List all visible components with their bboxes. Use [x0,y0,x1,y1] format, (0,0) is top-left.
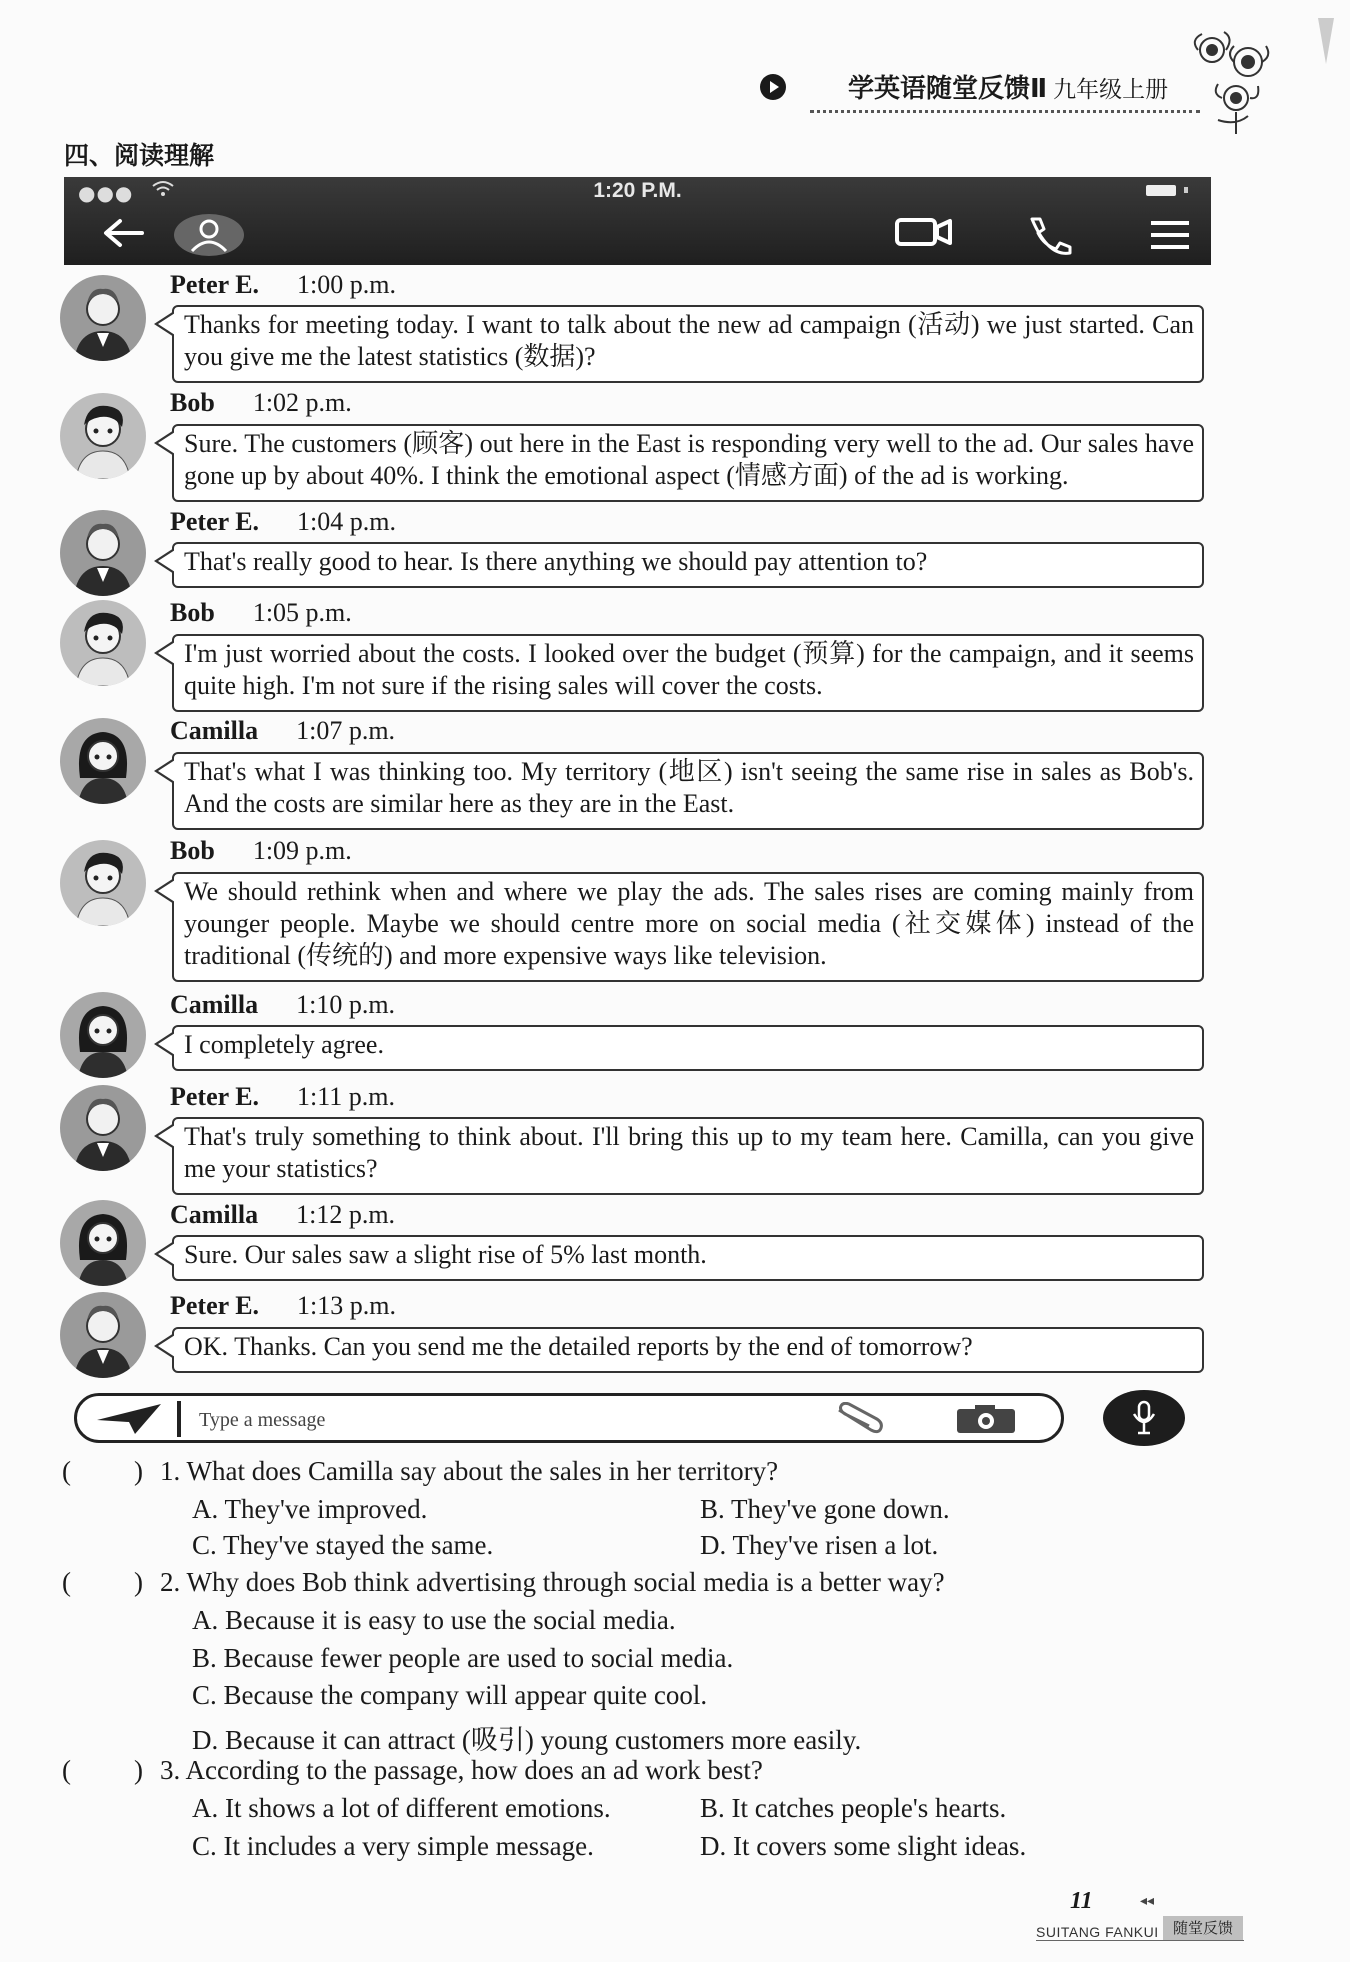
answer-paren-open[interactable]: ( [62,1755,71,1785]
phone-call-icon[interactable] [1024,215,1074,255]
message-bubble: Thanks for meeting today. I want to talk about the new ad campaign (活动) we just started. Can you give me the latest statistics (数据)? [172,305,1204,383]
sender-name: Bob [170,388,215,417]
message-composer [74,1393,1064,1443]
answer-option: A. Because it is easy to use the social media. [192,1605,676,1635]
message-bubble: I'm just worried about the costs. I looked over the budget (预算) for the campaign, and it seems quite high. I'm not sure if the rising sales will cover the costs. [172,634,1204,712]
message-time: 1:09 p.m. [252,836,352,865]
message-bubble: That's what I was thinking too. My territory (地区) isn't seeing the same rise in sales as Bob's. And the costs are similar here as they are in the East. [172,752,1204,830]
message-header [170,1291,396,1321]
avatar-peter [60,1292,146,1378]
footer-rule [1036,1940,1244,1941]
answer-option: B. Because fewer people are used to social media. [192,1643,734,1673]
signal-icon: ●●● [78,181,134,205]
question-stem: 1. What does Camilla say about the sales in her territory? [160,1456,779,1486]
message-header [170,990,395,1020]
input-divider [177,1401,181,1437]
sender-name: Peter E. [170,1291,260,1320]
answer-option: B. It catches people's hearts. [700,1793,1007,1823]
flower-decoration-icon [1178,20,1298,140]
message-header [170,507,396,537]
message-time: 1:02 p.m. [252,388,352,417]
battery-icon [1146,185,1176,196]
answer-paren-open[interactable]: ( [62,1567,71,1597]
avatar-peter [60,275,146,361]
message-bubble: Sure. Our sales saw a slight rise of 5% last month. [172,1235,1204,1281]
avatar-camilla [60,1200,146,1286]
sender-name: Peter E. [170,1082,260,1111]
message-bubble: That's really good to hear. Is there anything we should pay attention to? [172,542,1204,588]
answer-option: D. It covers some slight ideas. [700,1831,1027,1861]
message-header [170,1082,395,1112]
sender-name: Bob [170,836,215,865]
message-time: 1:10 p.m. [296,990,396,1019]
book-title: 学英语随堂反馈Ⅱ 九年级上册 [848,74,1169,104]
footer-badge: 随堂反馈 [1163,1916,1243,1940]
avatar-bob [60,600,146,686]
back-arrow-icon[interactable] [102,217,146,249]
answer-paren-close: ) [134,1567,143,1597]
question-stem: 2. Why does Bob think advertising through social media is a better way? [160,1567,945,1597]
arrow-mark: ◂◂ [1140,1893,1155,1909]
answer-paren-close: ) [134,1456,143,1486]
answer-paren-open[interactable]: ( [62,1456,71,1486]
page-number: 11 [1070,1888,1093,1914]
avatar-peter [60,510,146,596]
header-dotted-rule [810,110,1200,113]
menu-icon[interactable] [1149,219,1191,251]
message-bubble: I completely agree. [172,1025,1204,1071]
message-header [170,1200,395,1230]
grade-label: 九年级上册 [1053,77,1169,103]
section-title: 四、阅读理解 [64,141,215,170]
message-time: 1:04 p.m. [297,507,396,536]
message-header [170,270,396,300]
question-stem: 3. According to the passage, how does an ad work best? [160,1755,763,1785]
answer-option: C. It includes a very simple message. [192,1831,594,1861]
book-header [760,66,1200,116]
sender-name: Peter E. [170,270,260,299]
answer-option: C. They've stayed the same. [192,1530,494,1560]
sender-name: Peter E. [170,507,260,536]
sender-name: Camilla [170,716,259,745]
footer-pinyin: SUITANG FANKUI [1036,1924,1159,1940]
video-call-icon[interactable] [894,217,954,247]
message-header [170,836,352,866]
message-time: 1:05 p.m. [252,598,352,627]
sender-name: Bob [170,598,215,627]
contact-avatar-icon[interactable] [172,213,246,257]
microphone-icon [1131,1400,1157,1436]
answer-option: A. It shows a lot of different emotions. [192,1793,611,1823]
sender-name: Camilla [170,990,259,1019]
message-header [170,716,395,746]
message-bubble: We should rethink when and where we play the ads. The sales rises are coming mainly from younger people. Maybe we should centre more on social media (社交媒体) instead of the traditional (传统的) and more expensive ways like television. [172,872,1204,982]
message-time: 1:11 p.m. [297,1082,396,1111]
sender-name: Camilla [170,1200,259,1229]
answer-option: D. They've risen a lot. [700,1530,939,1560]
message-time: 1:00 p.m. [297,270,396,299]
chat-header-bar [64,177,1211,265]
battery-tip [1184,187,1188,193]
microphone-button[interactable] [1103,1390,1185,1446]
message-header [170,388,352,418]
message-time: 1:07 p.m. [296,716,396,745]
answer-paren-close: ) [134,1755,143,1785]
answer-option: A. They've improved. [192,1494,428,1524]
attachment-clip-icon[interactable] [833,1402,885,1436]
message-time: 1:13 p.m. [297,1291,396,1320]
play-icon [760,74,786,100]
answer-option: B. They've gone down. [700,1494,950,1524]
message-bubble: OK. Thanks. Can you send me the detailed reports by the end of tomorrow? [172,1327,1204,1373]
camera-icon[interactable] [955,1403,1017,1435]
avatar-camilla [60,718,146,804]
status-time: 1:20 P.M. [593,179,682,202]
avatar-bob [60,840,146,926]
message-header [170,598,352,628]
answer-option: D. Because it can attract (吸引) young customers more easily. [192,1725,862,1755]
message-time: 1:12 p.m. [296,1200,396,1229]
avatar-bob [60,393,146,479]
answer-option: C. Because the company will appear quite cool. [192,1680,708,1710]
avatar-camilla [60,992,146,1078]
avatar-peter [60,1085,146,1171]
message-input[interactable] [197,1404,701,1436]
message-bubble: Sure. The customers (顾客) out here in the East is responding very well to the ad. Our sales have gone up by about 40%. I think the emotional aspect (情感方面) of the ad is working. [172,424,1204,502]
send-icon[interactable] [95,1402,165,1436]
corner-mark [1318,18,1334,64]
message-bubble: That's truly something to think about. I'll bring this up to my team here. Camilla, can you give me your statistics? [172,1117,1204,1195]
